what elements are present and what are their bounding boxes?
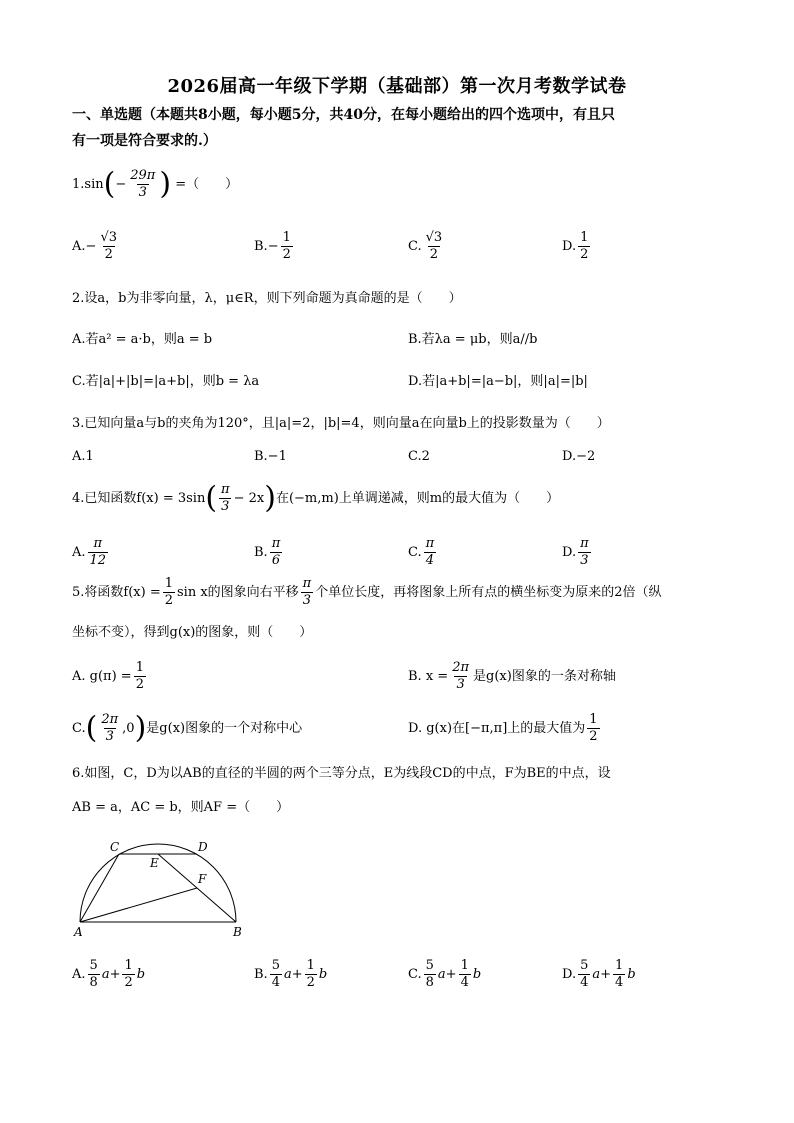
q5-option-c[interactable]: C.( $\frac{2\pi}{3}$ ,0)是g(x)图象的一个对称中心 bbox=[72, 710, 303, 746]
section-header-line2: 有一项是符合要求的.） bbox=[72, 133, 217, 149]
semicircle-figure bbox=[70, 836, 250, 941]
q1-num: 29π bbox=[130, 168, 156, 183]
q6-option-d[interactable]: D. $\frac{5}{4}$ a+ $\frac{1}{4}$ b bbox=[562, 958, 636, 990]
q3-option-b[interactable]: B.−1 bbox=[254, 449, 287, 464]
q2-option-a[interactable]: A.若a² = a·b，则a = b bbox=[72, 332, 213, 347]
label-e: E bbox=[150, 856, 159, 870]
q4-option-c[interactable]: C. $\frac{\pi}{4}$ bbox=[408, 536, 435, 568]
q5-option-a[interactable]: A. g(π) = $\frac{1}{2}$ bbox=[72, 660, 144, 692]
q1-option-a[interactable]: A.− $\frac{√3}{2}$ bbox=[72, 230, 117, 262]
question-5-stem: 5.将函数f(x) = $\frac{1}{2}$ sin x的图象向右平移 $\frac{\pi}{3}$ 个单位长度，再将图象上所有点的横坐标变为原来的2倍（纵 bbox=[72, 576, 662, 608]
question-3-stem: 3.已知向量a与b的夹角为120°，且|a|=2，|b|=4，则向量a在向量b上的投影数量为（ ） bbox=[72, 416, 610, 431]
page-title: 2026届高一年级下学期（基础部）第一次月考数学试卷 bbox=[167, 76, 627, 97]
q1-option-d[interactable]: D. $\frac{1}{2}$ bbox=[562, 230, 589, 262]
segment-af bbox=[80, 888, 197, 922]
question-6-stem-line2: AB = a，AC = b，则AF =（ ） bbox=[72, 800, 290, 815]
segment-ac bbox=[80, 854, 119, 922]
q4-prefix: 4.已知函数f(x) = 3sin bbox=[72, 491, 206, 506]
q2-option-b[interactable]: B.若λa = μb，则a//b bbox=[408, 332, 538, 347]
label-b: B bbox=[233, 925, 242, 939]
q6-option-c[interactable]: C. $\frac{5}{8}$ a+ $\frac{1}{4}$ b bbox=[408, 958, 482, 990]
q4-suffix: 在(−m,m)上单调递减，则m的最大值为（ ） bbox=[275, 491, 560, 506]
q1-minus: − bbox=[115, 177, 127, 192]
q2-option-c[interactable]: C.若|a|+|b|=|a+b|，则b = λa bbox=[72, 374, 260, 389]
question-1-stem: 1.sin(− $\frac{29\pi}{3}$ ) =（ ） bbox=[72, 166, 239, 202]
q1-option-b[interactable]: B.− $\frac{1}{2}$ bbox=[254, 230, 291, 262]
q4-option-b[interactable]: B. $\frac{\pi}{6}$ bbox=[254, 536, 281, 568]
q1-den: 3 bbox=[138, 185, 147, 200]
q6-option-a[interactable]: A. $\frac{5}{8}$ a+ $\frac{1}{2}$ b bbox=[72, 958, 146, 990]
question-6-stem: 6.如图，C，D为以AB的直径的半圆的两个三等分点，E为线段CD的中点，F为BE的中点，设 bbox=[72, 766, 611, 781]
q5-option-b[interactable]: B. x = $\frac{2\pi}{3}$ 是g(x)图象的一条对称轴 bbox=[408, 660, 616, 692]
label-a: A bbox=[74, 925, 83, 939]
q1-prefix: 1.sin bbox=[72, 177, 104, 192]
q4-option-a[interactable]: A. $\frac{\pi}{12}$ bbox=[72, 536, 107, 568]
q1-suffix: =（ ） bbox=[175, 177, 239, 192]
q5-option-d[interactable]: D. g(x)在[−π,π]上的最大值为 $\frac{1}{2}$ bbox=[408, 712, 598, 744]
q4-mid: − 2x bbox=[233, 491, 265, 506]
section-header-line1: 一、单选题（本题共8小题，每小题5分，共40分，在每小题给出的四个选项中，有且只 bbox=[72, 107, 615, 123]
question-5-stem-line2: 坐标不变），得到g(x)的图象，则（ ） bbox=[72, 625, 313, 640]
q3-option-d[interactable]: D.−2 bbox=[562, 449, 596, 464]
q6-option-b[interactable]: B. $\frac{5}{4}$ a+ $\frac{1}{2}$ b bbox=[254, 958, 328, 990]
question-2-stem: 2.设a，b为非零向量，λ，μ∈R，则下列命题为真命题的是（ ） bbox=[72, 291, 462, 306]
q3-option-a[interactable]: A.1 bbox=[72, 449, 94, 464]
question-4-stem: 4.已知函数f(x) = 3sin( $\frac{\pi}{3}$ − 2x)在(−m,m)上单调递减，则m的最大值为（ ） bbox=[72, 480, 560, 516]
label-d: D bbox=[198, 840, 208, 854]
label-c: C bbox=[110, 840, 120, 854]
q1-option-c[interactable]: C. $\frac{√3}{2}$ bbox=[408, 230, 443, 262]
q3-option-c[interactable]: C.2 bbox=[408, 449, 430, 464]
q2-option-d[interactable]: D.若|a+b|=|a−b|，则|a|=|b| bbox=[408, 374, 588, 389]
label-f: F bbox=[198, 872, 207, 886]
q4-option-d[interactable]: D. $\frac{\pi}{3}$ bbox=[562, 536, 589, 568]
